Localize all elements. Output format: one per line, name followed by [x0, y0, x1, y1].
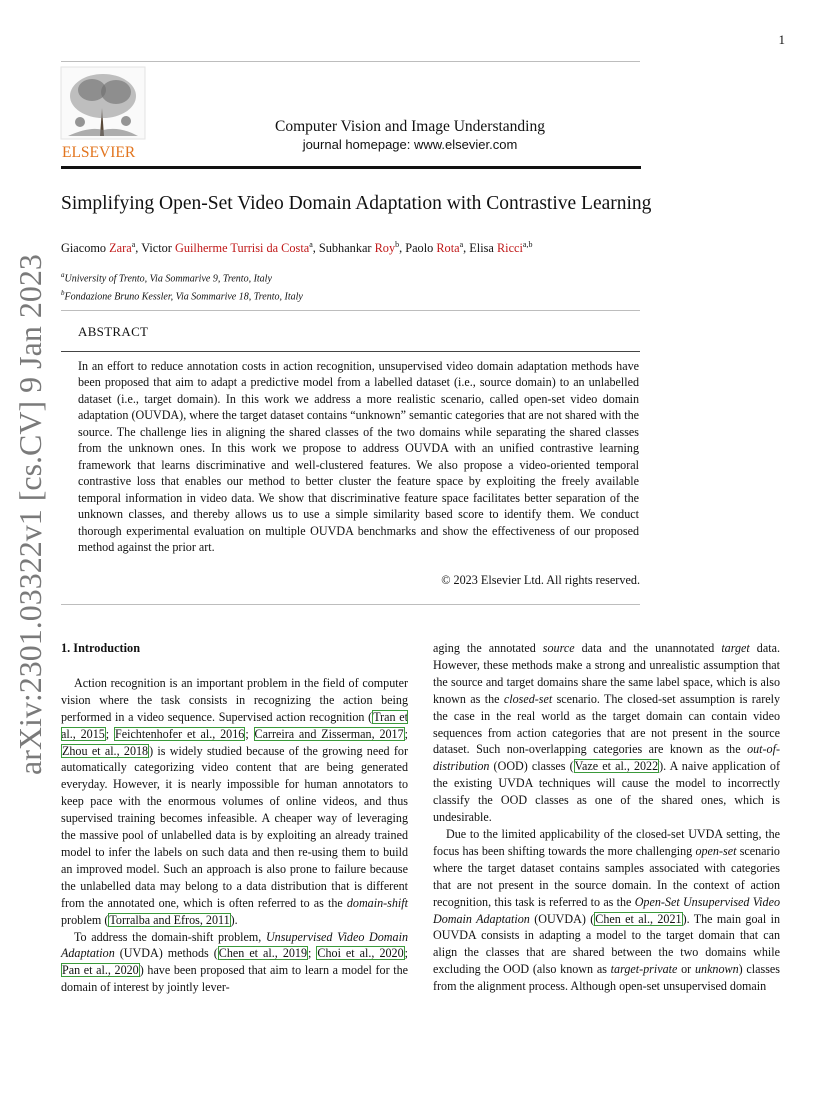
header-rule-thick	[61, 166, 641, 169]
paragraph: Due to the limited applicability of the closed-set UVDA setting, the focus has been shifting towards the more challenging open-set scenario where the target dataset contains samples associated with categories that are not present in the source domain. In the context of action recognition, this task is referred to as the Open-Set Unsupervised Video Domain Adaptation (OUVDA) (Chen et al., 2021). The main goal in OUVDA consists in adapting a model to the target domain that can align the classes that are shared between the two domains while excluding the OOD (also known as target-private or unknown) classes from the alignment process. Although open-set unsupervised domain	[433, 826, 781, 994]
journal-masthead	[230, 117, 590, 153]
paragraph: aging the annotated source data and the unannotated target data. However, these methods make a strong and unrealistic assumption that the source and target domains share the same label space, which is also known as the closed-set scenario. The closed-set assumption is rarely the case in the real world as the target domain can contain video sequences from action categories that are not present in the source dataset. Such non-overlapping categories are known as the out-of-distribution (OOD) classes (Vaze et al., 2022). A naive application of the existing UVDA techniques will cause the model to incorrectly classify the OOD classes as one of the shared ones, which is undesirable.	[433, 641, 780, 825]
abstract-text: In an effort to reduce annotation costs in action recognition, unsupervised video domain adaptation methods have been proposed that aim to adapt a predictive model from a labelled dataset (i.e., source domain) to an unlabelled dataset (i.e., target domain). In this work we address a more realistic scenario, called open-set video domain adaptation (OUVDA), where the target dataset contains “unknown” semantic categories that are not shared with the source. The challenge lies in aligning the shared classes of the two domains while separating the shared classes from the unknown ones. In this work we propose to address OUVDA with an unified contrastive learning framework that learns discriminative and well-clustered features. We also propose a video-oriented temporal contrastive loss that enables our method to better cluster the feature space by exploiting the freely available temporal information in video data. We show that discriminative feature space facilitates better separation of the unknown classes, and thereby allows us to use a simple similarity based score to identify them. We conduct thorough experimental evaluation on multiple OUVDA benchmarks and show the effectiveness of our proposed method against the prior art.	[78, 359, 639, 554]
citation-link[interactable]: Tran et al., 2015	[61, 709, 408, 741]
arxiv-stamp: arXiv:2301.03322v1 [cs.CV] 9 Jan 2023	[12, 254, 48, 775]
paper-title: Simplifying Open-Set Video Domain Adaptation with Contrastive Learning	[61, 193, 652, 214]
affiliation: $^b$Fondazione Bruno Kessler, Via Sommarive 18, Trento, Italy	[61, 289, 303, 303]
page-number: 1	[778, 32, 785, 47]
author: Paolo Rota$^a$,	[405, 240, 470, 256]
journal-name: Computer Vision and Image Understanding	[275, 118, 545, 135]
citation-link[interactable]: Torralba and Efros, 2011	[109, 912, 230, 927]
header-rule-top	[61, 61, 640, 62]
citation-link[interactable]: Choi et al., 2020	[317, 946, 404, 961]
affiliation: $^a$University of Trento, Via Sommarive 9, Trento, Italy	[61, 271, 272, 285]
journal-homepage: journal homepage: www.elsevier.com	[302, 137, 518, 152]
author: Victor Guilherme Turrisi da Costa$^a$,	[141, 240, 319, 256]
copyright-notice: © 2023 Elsevier Ltd. All rights reserved.	[441, 573, 640, 587]
author-list	[61, 240, 532, 256]
citation-link[interactable]: Zhou et al., 2018	[62, 743, 149, 758]
citation-link[interactable]: Feichtenhofer et al., 2016	[114, 726, 245, 741]
abstract-rule-top	[61, 310, 640, 311]
affiliations	[61, 268, 303, 305]
paragraph: Action recognition is an important problem in the field of computer vision where the task consists in recognizing the action being performed in a video sequence. Supervised action recognition (Tran et al., 2015; Feichtenhofer et al., 2016; Carreira and Zisserman, 2017; Zhou et al., 2018) is widely studied because of the growing need for automatically categorizing video content that are being generated everyday. However, it is nearly impossible for human annotators to keep pace with the enormous volumes of online videos, and thus supervised training becomes infeasible. A cheaper way of leveraging the massive pool of unlabelled data is by exploiting an already trained model to infer the labels on such data and then re-using them to build an improved model. Such an approach is also prone to failure because the unlabelled data may belong to a data distribution that is different from the annotated one, which is often referred to as the domain-shift problem (Torralba and Efros, 2011).	[61, 675, 409, 927]
abstract-heading: ABSTRACT	[78, 324, 149, 339]
body-column-right	[433, 640, 780, 995]
citation-link[interactable]: Pan et al., 2020	[62, 963, 139, 978]
citation-link[interactable]: Chen et al., 2021	[595, 911, 682, 926]
body-column-left	[61, 640, 408, 996]
citation-link[interactable]: Carreira and Zisserman, 2017	[254, 726, 404, 741]
abstract-rule-bottom	[61, 604, 640, 605]
citation-link[interactable]: Chen et al., 2019	[218, 946, 308, 961]
author: Elisa Ricci$^{a,b}$	[469, 240, 533, 256]
abstract-rule-mid	[61, 351, 640, 352]
section-heading: 1. Introduction	[61, 641, 141, 655]
author: Subhankar Roy$^b$,	[318, 240, 406, 256]
author: Giacomo Zara$^a$,	[61, 240, 142, 256]
paragraph: To address the domain-shift problem, Unsupervised Video Domain Adaptation (UVDA) methods (Chen et al., 2019; Choi et al., 2020; Pan et al., 2020) have been proposed that aim to learn a model for the domain of interest by jointly lever-	[61, 929, 409, 995]
elsevier-logo-text: ELSEVIER	[62, 144, 136, 161]
elsevier-logo	[60, 66, 146, 162]
citation-link[interactable]: Vaze et al., 2022	[574, 759, 659, 774]
